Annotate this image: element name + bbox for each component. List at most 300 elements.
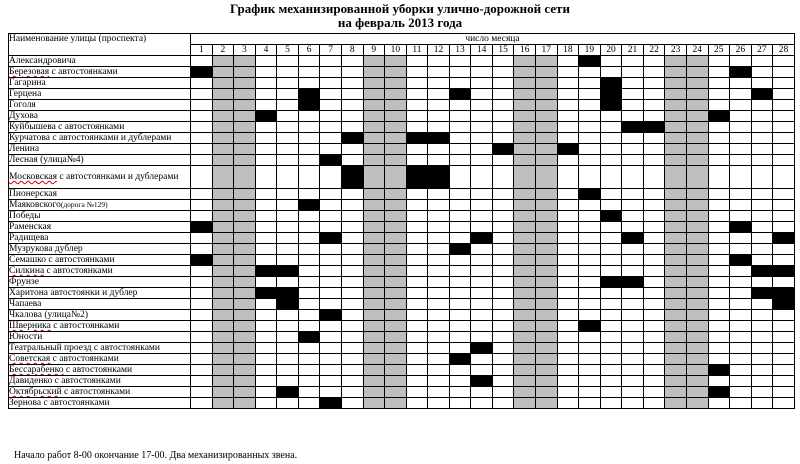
day-cell: [298, 144, 320, 155]
weekend-day-cell: [686, 89, 708, 100]
day-cell: [471, 255, 493, 266]
day-cell: [708, 211, 730, 222]
day-cell: [579, 89, 601, 100]
day-cell: [406, 266, 428, 277]
street-name: [9, 387, 191, 398]
weekend-day-cell: [686, 255, 708, 266]
day-cell: [298, 56, 320, 67]
day-cell: [320, 200, 342, 211]
day-cell: [277, 200, 299, 211]
day-cell: [255, 354, 277, 365]
weekend-day-cell: [536, 78, 558, 89]
day-cell: [341, 299, 363, 310]
day-cell: [600, 288, 622, 299]
weekend-day-cell: [234, 299, 256, 310]
weekend-day-cell: [514, 67, 536, 78]
day-cell: [622, 67, 644, 78]
weekend-day-cell: [686, 155, 708, 166]
day-cell: [298, 111, 320, 122]
day-cell: [191, 133, 213, 144]
street-name: [9, 365, 191, 376]
day-cell: [298, 122, 320, 133]
weekend-day-cell: [665, 67, 687, 78]
day-cell: [622, 244, 644, 255]
day-cell: [428, 244, 450, 255]
day-cell: [751, 354, 773, 365]
day-cell: [579, 211, 601, 222]
street-name-text: Герцена: [9, 89, 42, 99]
day-cell: [557, 321, 579, 332]
day-cell: [557, 310, 579, 321]
day-cell: [298, 189, 320, 200]
weekend-day-cell: [385, 244, 407, 255]
day-cell: [600, 222, 622, 233]
day-cell: [708, 155, 730, 166]
street-name: [9, 233, 191, 244]
day-cell: [277, 144, 299, 155]
day-cell: [579, 398, 601, 409]
weekend-day-cell: [234, 244, 256, 255]
day-cell: [341, 398, 363, 409]
day-cell: [277, 89, 299, 100]
day-cell: [492, 376, 514, 387]
day-cell: [320, 266, 342, 277]
footer-note: Начало работ 8-00 окончание 17-00. Два механизированных звена.: [14, 450, 298, 461]
weekend-day-cell: [665, 100, 687, 111]
day-cell: [406, 398, 428, 409]
weekend-day-cell: [212, 310, 234, 321]
weekend-day-cell: [514, 56, 536, 67]
day-cell: [406, 255, 428, 266]
day-cell: [341, 89, 363, 100]
weekend-day-cell: [514, 166, 536, 189]
day-cell: [298, 343, 320, 354]
weekend-day-cell: [665, 211, 687, 222]
street-name-text: Духова: [9, 111, 38, 121]
day-cell: [320, 332, 342, 343]
day-cell: [320, 288, 342, 299]
day-cell: [255, 211, 277, 222]
day-cell: [320, 189, 342, 200]
street-row: [9, 288, 795, 299]
day-cell: [406, 56, 428, 67]
scheduled-day-cell: [751, 288, 773, 299]
day-cell: [298, 387, 320, 398]
day-cell: [751, 310, 773, 321]
day-cell: [600, 310, 622, 321]
day-cell: [600, 398, 622, 409]
day-cell: [751, 122, 773, 133]
day-cell: [643, 332, 665, 343]
street-name-text: Зернова с автостоянками: [9, 398, 110, 408]
weekend-day-cell: [385, 211, 407, 222]
street-name-underlined: Силкина: [9, 266, 45, 276]
day-cell: [341, 233, 363, 244]
day-cell: [579, 222, 601, 233]
weekend-day-cell: [514, 222, 536, 233]
day-cell: [320, 166, 342, 189]
weekend-day-cell: [514, 310, 536, 321]
day-cell: [708, 244, 730, 255]
day-cell: [428, 376, 450, 387]
street-name: [9, 376, 191, 387]
day-cell: [579, 299, 601, 310]
day-header-26: 26: [730, 45, 752, 56]
day-cell: [751, 189, 773, 200]
weekend-day-cell: [514, 255, 536, 266]
day-cell: [471, 244, 493, 255]
day-cell: [191, 78, 213, 89]
scheduled-day-cell: [773, 288, 795, 299]
day-cell: [449, 200, 471, 211]
day-cell: [730, 299, 752, 310]
day-cell: [730, 244, 752, 255]
day-header-9: 9: [363, 45, 385, 56]
weekend-day-cell: [514, 398, 536, 409]
day-cell: [557, 133, 579, 144]
day-cell: [298, 133, 320, 144]
street-row: [9, 343, 795, 354]
day-cell: [579, 78, 601, 89]
day-cell: [643, 222, 665, 233]
day-cell: [579, 100, 601, 111]
weekend-day-cell: [363, 387, 385, 398]
street-name-underlined: Московская: [9, 172, 58, 182]
day-cell: [557, 189, 579, 200]
day-cell: [428, 78, 450, 89]
weekend-day-cell: [363, 166, 385, 189]
weekend-day-cell: [665, 78, 687, 89]
day-cell: [773, 144, 795, 155]
day-cell: [622, 354, 644, 365]
day-cell: [730, 111, 752, 122]
day-header-22: 22: [643, 45, 665, 56]
day-cell: [643, 144, 665, 155]
day-cell: [708, 233, 730, 244]
day-cell: [277, 321, 299, 332]
day-cell: [255, 376, 277, 387]
day-cell: [341, 200, 363, 211]
day-cell: [428, 343, 450, 354]
street-row: [9, 365, 795, 376]
weekend-day-cell: [385, 233, 407, 244]
day-cell: [449, 255, 471, 266]
street-name: [9, 100, 191, 111]
day-cell: [471, 111, 493, 122]
scheduled-day-cell: [449, 244, 471, 255]
weekend-day-cell: [234, 288, 256, 299]
scheduled-day-cell: [471, 233, 493, 244]
weekend-day-cell: [234, 155, 256, 166]
day-cell: [471, 277, 493, 288]
day-cell: [600, 255, 622, 266]
weekend-day-cell: [536, 299, 558, 310]
scheduled-day-cell: [600, 78, 622, 89]
day-cell: [191, 354, 213, 365]
weekend-day-cell: [536, 100, 558, 111]
day-cell: [298, 266, 320, 277]
day-cell: [320, 255, 342, 266]
day-cell: [277, 310, 299, 321]
day-header-4: 4: [255, 45, 277, 56]
day-cell: [708, 166, 730, 189]
day-cell: [320, 211, 342, 222]
day-cell: [277, 365, 299, 376]
day-cell: [341, 277, 363, 288]
day-cell: [730, 288, 752, 299]
day-cell: [643, 155, 665, 166]
street-row: [9, 376, 795, 387]
day-cell: [406, 244, 428, 255]
day-cell: [277, 189, 299, 200]
weekend-day-cell: [686, 266, 708, 277]
weekend-day-cell: [536, 387, 558, 398]
weekend-day-cell: [385, 398, 407, 409]
day-cell: [579, 166, 601, 189]
weekend-day-cell: [536, 233, 558, 244]
day-cell: [406, 78, 428, 89]
street-name: [9, 122, 191, 133]
day-cell: [557, 398, 579, 409]
day-cell: [298, 277, 320, 288]
day-cell: [191, 233, 213, 244]
weekend-day-cell: [234, 56, 256, 67]
day-cell: [751, 133, 773, 144]
weekend-day-cell: [665, 244, 687, 255]
day-cell: [773, 89, 795, 100]
weekend-day-cell: [234, 365, 256, 376]
day-cell: [708, 56, 730, 67]
day-cell: [406, 354, 428, 365]
weekend-day-cell: [234, 387, 256, 398]
weekend-day-cell: [536, 310, 558, 321]
weekend-day-cell: [536, 133, 558, 144]
day-cell: [471, 310, 493, 321]
street-name-rest: с автостоянками: [50, 321, 120, 331]
day-cell: [773, 222, 795, 233]
day-cell: [191, 365, 213, 376]
day-cell: [320, 343, 342, 354]
day-cell: [255, 144, 277, 155]
day-cell: [341, 67, 363, 78]
day-cell: [557, 211, 579, 222]
day-cell: [255, 122, 277, 133]
day-cell: [471, 266, 493, 277]
weekend-day-cell: [686, 189, 708, 200]
weekend-day-cell: [234, 122, 256, 133]
day-cell: [773, 321, 795, 332]
day-cell: [277, 111, 299, 122]
day-header-24: 24: [686, 45, 708, 56]
weekend-day-cell: [514, 155, 536, 166]
day-cell: [298, 233, 320, 244]
day-cell: [492, 189, 514, 200]
weekend-day-cell: [363, 211, 385, 222]
day-cell: [643, 244, 665, 255]
day-header-14: 14: [471, 45, 493, 56]
weekend-day-cell: [686, 133, 708, 144]
day-cell: [191, 100, 213, 111]
day-cell: [708, 343, 730, 354]
day-cell: [492, 277, 514, 288]
day-cell: [341, 189, 363, 200]
street-name: [9, 155, 191, 166]
day-cell: [406, 376, 428, 387]
day-cell: [471, 100, 493, 111]
street-name-text: Александровича: [9, 56, 76, 66]
street-name: [9, 288, 191, 299]
day-cell: [341, 111, 363, 122]
scheduled-day-cell: [277, 299, 299, 310]
weekend-day-cell: [536, 56, 558, 67]
weekend-day-cell: [514, 233, 536, 244]
day-cell: [708, 133, 730, 144]
day-cell: [191, 89, 213, 100]
weekend-day-cell: [363, 233, 385, 244]
scheduled-day-cell: [471, 343, 493, 354]
day-cell: [492, 343, 514, 354]
scheduled-day-cell: [708, 387, 730, 398]
scheduled-day-cell: [449, 354, 471, 365]
day-cell: [730, 200, 752, 211]
day-cell: [557, 244, 579, 255]
day-cell: [320, 222, 342, 233]
day-cell: [751, 332, 773, 343]
day-cell: [449, 133, 471, 144]
weekend-day-cell: [514, 266, 536, 277]
day-of-month-header: число месяца: [191, 34, 795, 45]
day-cell: [191, 111, 213, 122]
weekend-day-cell: [212, 166, 234, 189]
weekend-day-cell: [363, 365, 385, 376]
day-cell: [471, 387, 493, 398]
day-cell: [557, 266, 579, 277]
weekend-day-cell: [686, 354, 708, 365]
day-cell: [708, 255, 730, 266]
weekend-day-cell: [665, 255, 687, 266]
weekend-day-cell: [212, 343, 234, 354]
day-header-11: 11: [406, 45, 428, 56]
weekend-day-cell: [514, 211, 536, 222]
day-cell: [471, 133, 493, 144]
day-cell: [406, 100, 428, 111]
day-cell: [406, 288, 428, 299]
day-cell: [428, 387, 450, 398]
weekend-day-cell: [212, 332, 234, 343]
weekend-day-cell: [385, 365, 407, 376]
day-cell: [773, 310, 795, 321]
street-name: [9, 321, 191, 332]
day-cell: [557, 343, 579, 354]
day-cell: [643, 233, 665, 244]
day-cell: [643, 321, 665, 332]
weekend-day-cell: [536, 89, 558, 100]
scheduled-day-cell: [708, 111, 730, 122]
day-cell: [277, 332, 299, 343]
weekend-day-cell: [385, 387, 407, 398]
day-cell: [708, 89, 730, 100]
day-header-28: 28: [773, 45, 795, 56]
day-cell: [643, 255, 665, 266]
day-cell: [320, 122, 342, 133]
scheduled-day-cell: [600, 89, 622, 100]
street-row: [9, 277, 795, 288]
weekend-day-cell: [665, 133, 687, 144]
day-cell: [341, 78, 363, 89]
weekend-day-cell: [363, 189, 385, 200]
day-cell: [428, 266, 450, 277]
day-cell: [341, 310, 363, 321]
weekend-day-cell: [212, 67, 234, 78]
day-header-5: 5: [277, 45, 299, 56]
day-cell: [557, 100, 579, 111]
day-cell: [341, 343, 363, 354]
day-cell: [277, 166, 299, 189]
day-cell: [320, 56, 342, 67]
day-cell: [643, 89, 665, 100]
day-cell: [751, 398, 773, 409]
weekend-day-cell: [363, 255, 385, 266]
day-cell: [255, 332, 277, 343]
street-name: [9, 277, 191, 288]
weekend-day-cell: [212, 233, 234, 244]
day-cell: [277, 211, 299, 222]
day-cell: [622, 78, 644, 89]
day-cell: [449, 67, 471, 78]
weekend-day-cell: [212, 288, 234, 299]
street-row: [9, 255, 795, 266]
day-cell: [277, 222, 299, 233]
scheduled-day-cell: [773, 233, 795, 244]
weekend-day-cell: [385, 343, 407, 354]
weekend-day-cell: [385, 200, 407, 211]
day-cell: [600, 244, 622, 255]
day-cell: [341, 255, 363, 266]
street-name-rest: с автостоянками: [44, 266, 113, 276]
day-cell: [449, 310, 471, 321]
day-header-3: 3: [234, 45, 256, 56]
day-cell: [428, 122, 450, 133]
weekend-day-cell: [686, 222, 708, 233]
day-cell: [730, 332, 752, 343]
day-cell: [298, 211, 320, 222]
weekend-day-cell: [234, 211, 256, 222]
street-name-text: Куйбышева с автостоянками: [9, 122, 125, 132]
day-cell: [751, 166, 773, 189]
day-cell: [773, 122, 795, 133]
day-cell: [622, 343, 644, 354]
day-cell: [428, 155, 450, 166]
weekend-day-cell: [234, 78, 256, 89]
day-cell: [341, 155, 363, 166]
day-cell: [298, 78, 320, 89]
weekend-day-cell: [665, 56, 687, 67]
day-cell: [557, 288, 579, 299]
day-cell: [579, 365, 601, 376]
header-row-1: [9, 34, 795, 45]
day-cell: [773, 100, 795, 111]
day-cell: [557, 387, 579, 398]
day-cell: [643, 166, 665, 189]
street-name-underlined: Советская: [9, 354, 51, 364]
day-cell: [449, 266, 471, 277]
day-cell: [277, 133, 299, 144]
document-title: [0, 2, 800, 30]
day-cell: [579, 144, 601, 155]
day-cell: [277, 255, 299, 266]
weekend-day-cell: [514, 78, 536, 89]
day-cell: [643, 100, 665, 111]
